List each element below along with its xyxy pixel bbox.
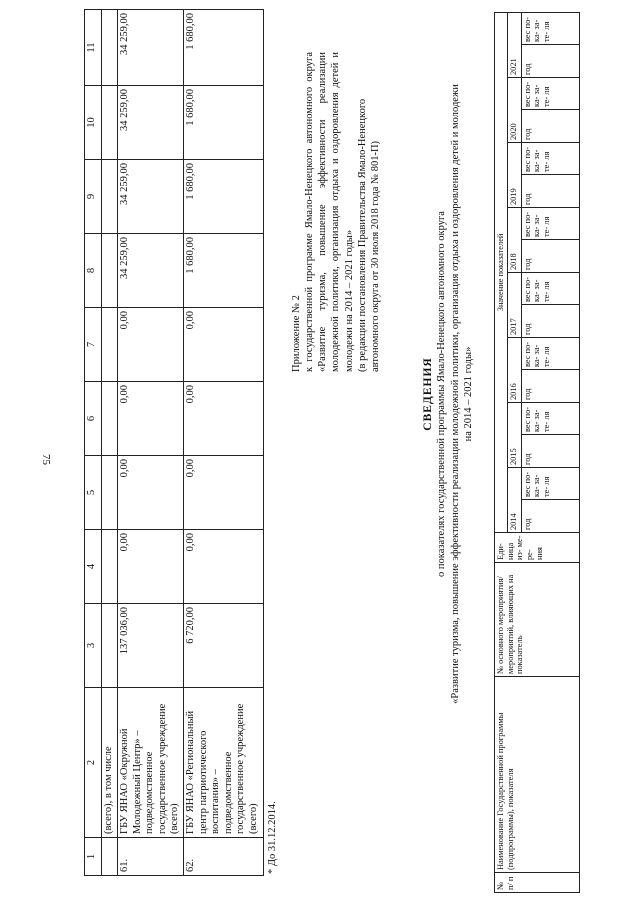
sub-weight: вес по- ка- за- те- ля [521, 273, 579, 305]
appendix-body: к государственной программе Ямало-Ненецкого автономного округа «Развитие туризма, повышение эффективности реализации молодежной политики, организация отдыха и оздоровления детей и молодежи на 2014 – 2021 годы» [304, 52, 355, 372]
table-row [184, 10, 264, 876]
header-group: Значение показателей [495, 12, 508, 532]
header-cell: 8 [85, 234, 102, 308]
value-cell: 34 259,00 [118, 234, 184, 308]
header-cell: 2 [85, 688, 102, 838]
year-cell: 2018 [507, 208, 521, 273]
header-measure: № основного мероприятия/ мероприятий, влияющих на показатель [495, 563, 580, 677]
header-cell: 10 [85, 86, 102, 160]
value-cell: 137 036,00 [118, 604, 184, 688]
year-cell: 2020 [507, 78, 521, 143]
value-cell: 1 680,00 [184, 86, 264, 160]
value-cell: 1 680,00 [184, 234, 264, 308]
year-cell: 2021 [507, 12, 521, 77]
page-number: 75 [40, 454, 52, 465]
document-heading [421, 84, 475, 704]
sub-year: год [521, 500, 579, 533]
heading-title: СВЕДЕНИЯ [422, 357, 434, 431]
header-cell: 5 [85, 456, 102, 530]
indicators-table [494, 12, 580, 893]
value-cell: 1 680,00 [184, 160, 264, 234]
appendix-title: Приложение № 2 [291, 295, 302, 372]
sub-weight: вес по- ка- за- те- ля [521, 403, 579, 435]
row-label: ГБУ ЯНАО «Региональный центр патриотического воспитания» – подведомственное государственное учреждение (всего) [184, 688, 264, 838]
sub-year: год [521, 435, 579, 468]
year-cell: 2015 [507, 403, 521, 468]
indicators-table-section [494, 13, 580, 893]
table-row [102, 10, 118, 876]
value-cell: 34 259,00 [118, 160, 184, 234]
year-cell: 2016 [507, 338, 521, 403]
row-label: (всего), в том числе [102, 688, 118, 838]
value-cell: 6 720,00 [184, 604, 264, 688]
row-number: 62. [184, 838, 264, 876]
row-number: 61. [118, 838, 184, 876]
header-no: № п/ п [495, 873, 580, 893]
sub-weight: вес по- ка- за- те- ля [521, 12, 579, 44]
sub-year: год [521, 305, 579, 338]
header-cell: 9 [85, 160, 102, 234]
value-cell: 1 680,00 [184, 10, 264, 86]
header-cell: 1 [85, 838, 102, 876]
heading-line: о показателях государственной программы Ямало-Ненецкого автономного округа [436, 211, 448, 577]
row-label: ГБУ ЯНАО «Окружной Молодежный Центр» – подведомственное государственное учреждение (всего) [118, 688, 184, 838]
value-cell: 0,00 [184, 530, 264, 604]
sub-year: год [521, 45, 579, 78]
header-cell: 3 [85, 604, 102, 688]
appendix-edition: (в редакции постановления Правительства Ямало-Ненецкого автономного округа от 30 июля 2018 года № 801-П) [356, 98, 381, 372]
header-cell: 7 [85, 308, 102, 382]
value-cell: 0,00 [118, 530, 184, 604]
sub-year: год [521, 370, 579, 403]
header-cell: 11 [85, 10, 102, 86]
sub-weight: вес по- ка- за- те- ля [521, 468, 579, 500]
header-name: Наименование Государственной программы (подпрограммы), показателя [495, 677, 580, 873]
footnote: * До 31.12.2014. [267, 801, 278, 874]
header-cell: 6 [85, 382, 102, 456]
funding-table-section [84, 10, 278, 876]
value-cell: 0,00 [118, 382, 184, 456]
year-cell: 2014 [507, 468, 521, 533]
sub-weight: вес по- ка- за- те- ля [521, 338, 579, 370]
sub-weight: вес по- ка- за- те- ля [521, 143, 579, 175]
value-cell: 34 259,00 [118, 10, 184, 86]
header-cell: 4 [85, 530, 102, 604]
value-cell: 0,00 [118, 456, 184, 530]
value-cell: 0,00 [184, 382, 264, 456]
value-cell: 34 259,00 [118, 86, 184, 160]
year-cell: 2019 [507, 143, 521, 208]
header-unit: Еди- ница из- ме- ре- ния [495, 533, 580, 563]
table-header-row [85, 10, 102, 876]
appendix-note [290, 52, 382, 372]
value-cell: 0,00 [118, 308, 184, 382]
value-cell: 0,00 [184, 308, 264, 382]
year-cell: 2017 [507, 273, 521, 338]
heading-line: «Развитие туризма, повышение эффективности реализации молодежной политики, организация отдыха и оздоровления детей и молодежи на 2014 – 2021 годы» [449, 84, 474, 704]
sub-year: год [521, 110, 579, 143]
sub-year: год [521, 175, 579, 208]
table-row [118, 10, 184, 876]
sub-year: год [521, 240, 579, 273]
funding-table [84, 9, 264, 876]
table-header-row [495, 12, 508, 892]
sub-weight: вес по- ка- за- те- ля [521, 78, 579, 110]
sub-weight: вес по- ка- за- те- ля [521, 208, 579, 240]
row-number [102, 838, 118, 876]
value-cell: 0,00 [184, 456, 264, 530]
